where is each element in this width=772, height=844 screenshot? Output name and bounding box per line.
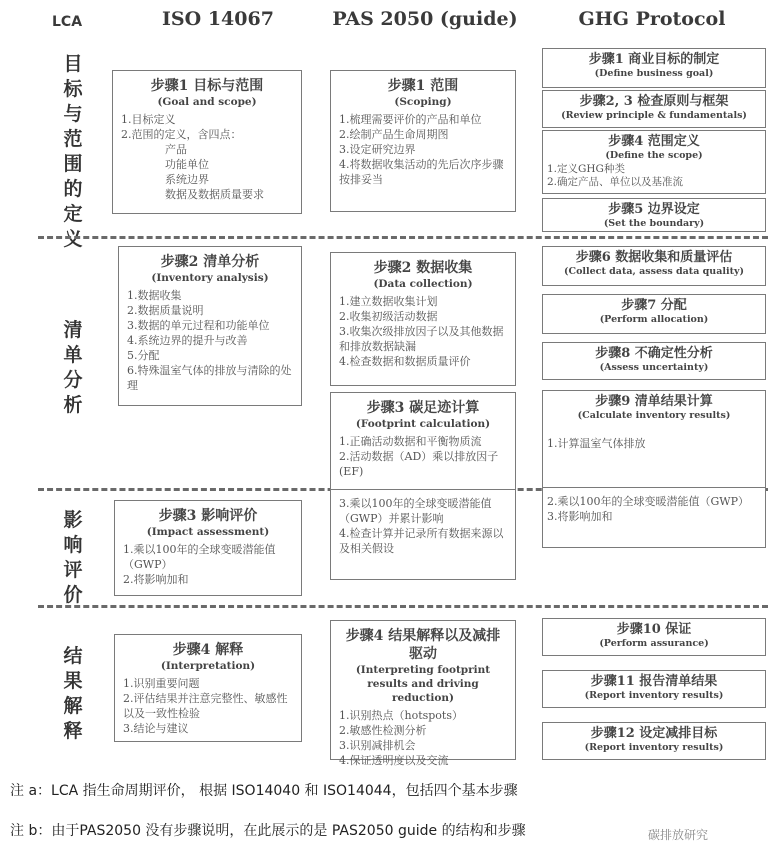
iso-step-3 <box>114 500 302 596</box>
list-item: 3.收集次级排放因子以及其他数据和排放数据缺漏 <box>339 325 504 353</box>
pas-step-1-title: 步骤1 范围 <box>387 78 459 94</box>
list-subitem: 功能单位 <box>165 158 209 171</box>
list-item: 1.识别重要问题 <box>123 677 200 690</box>
iso-step-3-subtitle: (Impact assessment) <box>146 526 270 538</box>
list-item: 3.乘以100年的全球变暖潜能值（GWP）并累计影响 <box>339 497 492 525</box>
pas-step-3-continued <box>330 490 516 580</box>
ghg-step-12 <box>542 722 766 760</box>
pas-header: PAS 2050 (guide) <box>332 8 518 30</box>
ghg-step-11 <box>542 670 766 708</box>
ghg-step-6-subtitle: (Collect data, assess data quality) <box>564 266 744 277</box>
footnote-b: 注 b：由于PAS2050 没有步骤说明，在此展示的是 PAS2050 guide 的结构和步骤 <box>10 823 526 839</box>
pas-step-4-title: 步骤4 结果解释以及减排驱动 <box>345 628 501 662</box>
list-item: 6.特殊温室气体的排放与清除的处理 <box>127 364 292 392</box>
ghg-step-5-subtitle: (Set the boundary) <box>603 218 705 229</box>
ghg-step-12-title: 步骤12 设定减排目标 <box>590 726 718 741</box>
ghg-step-7 <box>542 294 766 334</box>
iso-step-1 <box>112 70 302 214</box>
stage-label-inventory: 清单分析 <box>63 319 83 416</box>
list-item: 2.敏感性检测分析 <box>339 724 427 737</box>
list-item: 3.识别减排机会 <box>339 739 416 752</box>
pas-step-1-subtitle: (Scoping) <box>394 96 452 108</box>
ghg-step-2-3-subtitle: (Review principle & fundamentals) <box>561 110 747 121</box>
list-item: 2.活动数据（AD）乘以排放因子(EF) <box>339 450 499 478</box>
iso-step-1-title: 步骤1 目标与范围 <box>150 78 264 94</box>
watermark: 碳排放研究 <box>648 828 709 842</box>
ghg-step-2-3-title: 步骤2, 3 检查原则与框架 <box>579 94 729 109</box>
list-subitem: 系统边界 <box>165 173 209 186</box>
ghg-step-7-subtitle: (Perform allocation) <box>599 314 709 325</box>
pas-step-2-title: 步骤2 数据收集 <box>373 260 473 276</box>
pas-step-4 <box>330 620 516 767</box>
ghg-step-9-title: 步骤9 清单结果计算 <box>595 394 713 409</box>
ghg-step-6-title: 步骤6 数据收集和质量评估 <box>575 250 733 265</box>
ghg-step-10-subtitle: (Perform assurance) <box>599 638 709 649</box>
ghg-step-11-subtitle: (Report inventory results) <box>584 690 724 701</box>
ghg-step-5 <box>542 198 766 232</box>
list-item: 4.将数据收集活动的先后次序步骤按排妥当 <box>339 158 504 186</box>
list-item: 2.绘制产品生命周期图 <box>339 128 449 141</box>
list-item: 4.检查计算并记录所有数据来源以及相关假设 <box>339 527 504 555</box>
list-item: 3.结论与建议 <box>123 722 189 735</box>
list-item: 2.收集初级活动数据 <box>339 310 438 323</box>
iso-step-4-subtitle: (Interpretation) <box>160 660 256 672</box>
ghg-step-4-subtitle: (Define the scope) <box>605 150 703 161</box>
list-item: 2.数据质量说明 <box>127 304 204 317</box>
ghg-step-1-subtitle: (Define business goal) <box>594 68 714 79</box>
list-item: 1.计算温室气体排放 <box>547 437 646 450</box>
list-item: 3.将影响加和 <box>547 510 613 523</box>
iso-step-4 <box>114 634 302 742</box>
list-item: 4.检查数据和数据质量评价 <box>339 355 471 368</box>
list-item: 2.乘以100年的全球变暖潜能值（GWP） <box>547 495 749 508</box>
ghg-step-2-3 <box>542 90 766 128</box>
pas-step-3 <box>330 392 516 490</box>
list-item: 2.将影响加和 <box>123 573 189 586</box>
list-item: 4.系统边界的提升与改善 <box>127 334 248 347</box>
list-item: 1.正确活动数据和平衡物质流 <box>339 435 482 448</box>
iso-step-2-subtitle: (Inventory analysis) <box>151 272 269 284</box>
ghg-step-6 <box>542 246 766 286</box>
ghg-step-9-continued <box>542 488 766 548</box>
ghg-step-9-subtitle: (Calculate inventory results) <box>577 410 731 421</box>
footnote-a: 注 a：LCA 指生命周期评价， 根据 ISO14040 和 ISO14044，包括四个基本步骤 <box>10 783 518 799</box>
ghg-step-4 <box>542 130 766 194</box>
list-item: 1.梳理需要评价的产品和单位 <box>339 113 482 126</box>
ghg-step-1-title: 步骤1 商业目标的制定 <box>588 52 720 67</box>
list-item: 3.设定研究边界 <box>339 143 416 156</box>
ghg-step-9 <box>542 390 766 488</box>
ghg-step-10-title: 步骤10 保证 <box>616 622 692 637</box>
ghg-step-11-title: 步骤11 报告清单结果 <box>590 674 718 689</box>
list-item: 5.分配 <box>127 349 160 362</box>
pas-step-3-title: 步骤3 碳足迹计算 <box>366 400 480 416</box>
list-item: 1.识别热点（hotspots） <box>339 709 463 722</box>
list-item: 1.建立数据收集计划 <box>339 295 438 308</box>
list-item: 3.数据的单元过程和功能单位 <box>127 319 270 332</box>
ghg-step-12-subtitle: (Report inventory results) <box>584 742 724 753</box>
ghg-step-8-subtitle: (Assess uncertainty) <box>599 362 709 373</box>
list-item: 2.评估结果并注意完整性、敏感性以及一致性检验 <box>123 692 288 720</box>
pas-step-3-subtitle: (Footprint calculation) <box>355 418 491 430</box>
list-item: 2.范围的定义，含四点： <box>121 128 242 141</box>
pas-step-4-subtitle: (Interpreting footprint results and driving reduction) <box>355 664 491 704</box>
ghg-step-7-title: 步骤7 分配 <box>621 298 687 313</box>
pas-step-2 <box>330 252 516 386</box>
list-item: 1.定义GHG种类 <box>547 163 625 175</box>
ghg-step-4-title: 步骤4 范围定义 <box>608 134 700 149</box>
iso-header: ISO 14067 <box>162 8 274 30</box>
ghg-step-1 <box>542 48 766 88</box>
iso-step-3-title: 步骤3 影响评价 <box>158 508 258 524</box>
lca-header: LCA <box>52 14 83 30</box>
separator-1 <box>38 236 768 239</box>
ghg-header: GHG Protocol <box>578 8 726 30</box>
stage-label-interpretation: 结果解释 <box>63 645 83 742</box>
iso-step-2 <box>118 246 302 406</box>
iso-step-2-title: 步骤2 清单分析 <box>160 254 260 270</box>
list-item: 4.保证透明度以及交流 <box>339 754 449 767</box>
pas-step-2-subtitle: (Data collection) <box>373 278 473 290</box>
iso-step-1-subtitle: (Goal and scope) <box>157 96 257 108</box>
list-subitem: 数据及数据质量要求 <box>165 188 264 201</box>
iso-step-4-title: 步骤4 解释 <box>172 642 244 658</box>
ghg-step-5-title: 步骤5 边界设定 <box>608 202 700 217</box>
list-item: 1.目标定义 <box>121 113 176 126</box>
list-item: 2.确定产品、单位以及基准流 <box>547 176 684 188</box>
separator-3 <box>38 605 768 608</box>
stage-label-goal-scope: 目标与范围的定义 <box>63 53 83 250</box>
list-item: 1.数据收集 <box>127 289 182 302</box>
ghg-step-8 <box>542 342 766 380</box>
pas-step-1 <box>330 70 516 212</box>
ghg-step-10 <box>542 618 766 656</box>
list-subitem: 产品 <box>165 143 187 156</box>
ghg-step-8-title: 步骤8 不确定性分析 <box>595 346 713 361</box>
stage-label-impact: 影响评价 <box>63 509 83 606</box>
list-item: 1.乘以100年的全球变暖潜能值（GWP） <box>123 543 276 571</box>
